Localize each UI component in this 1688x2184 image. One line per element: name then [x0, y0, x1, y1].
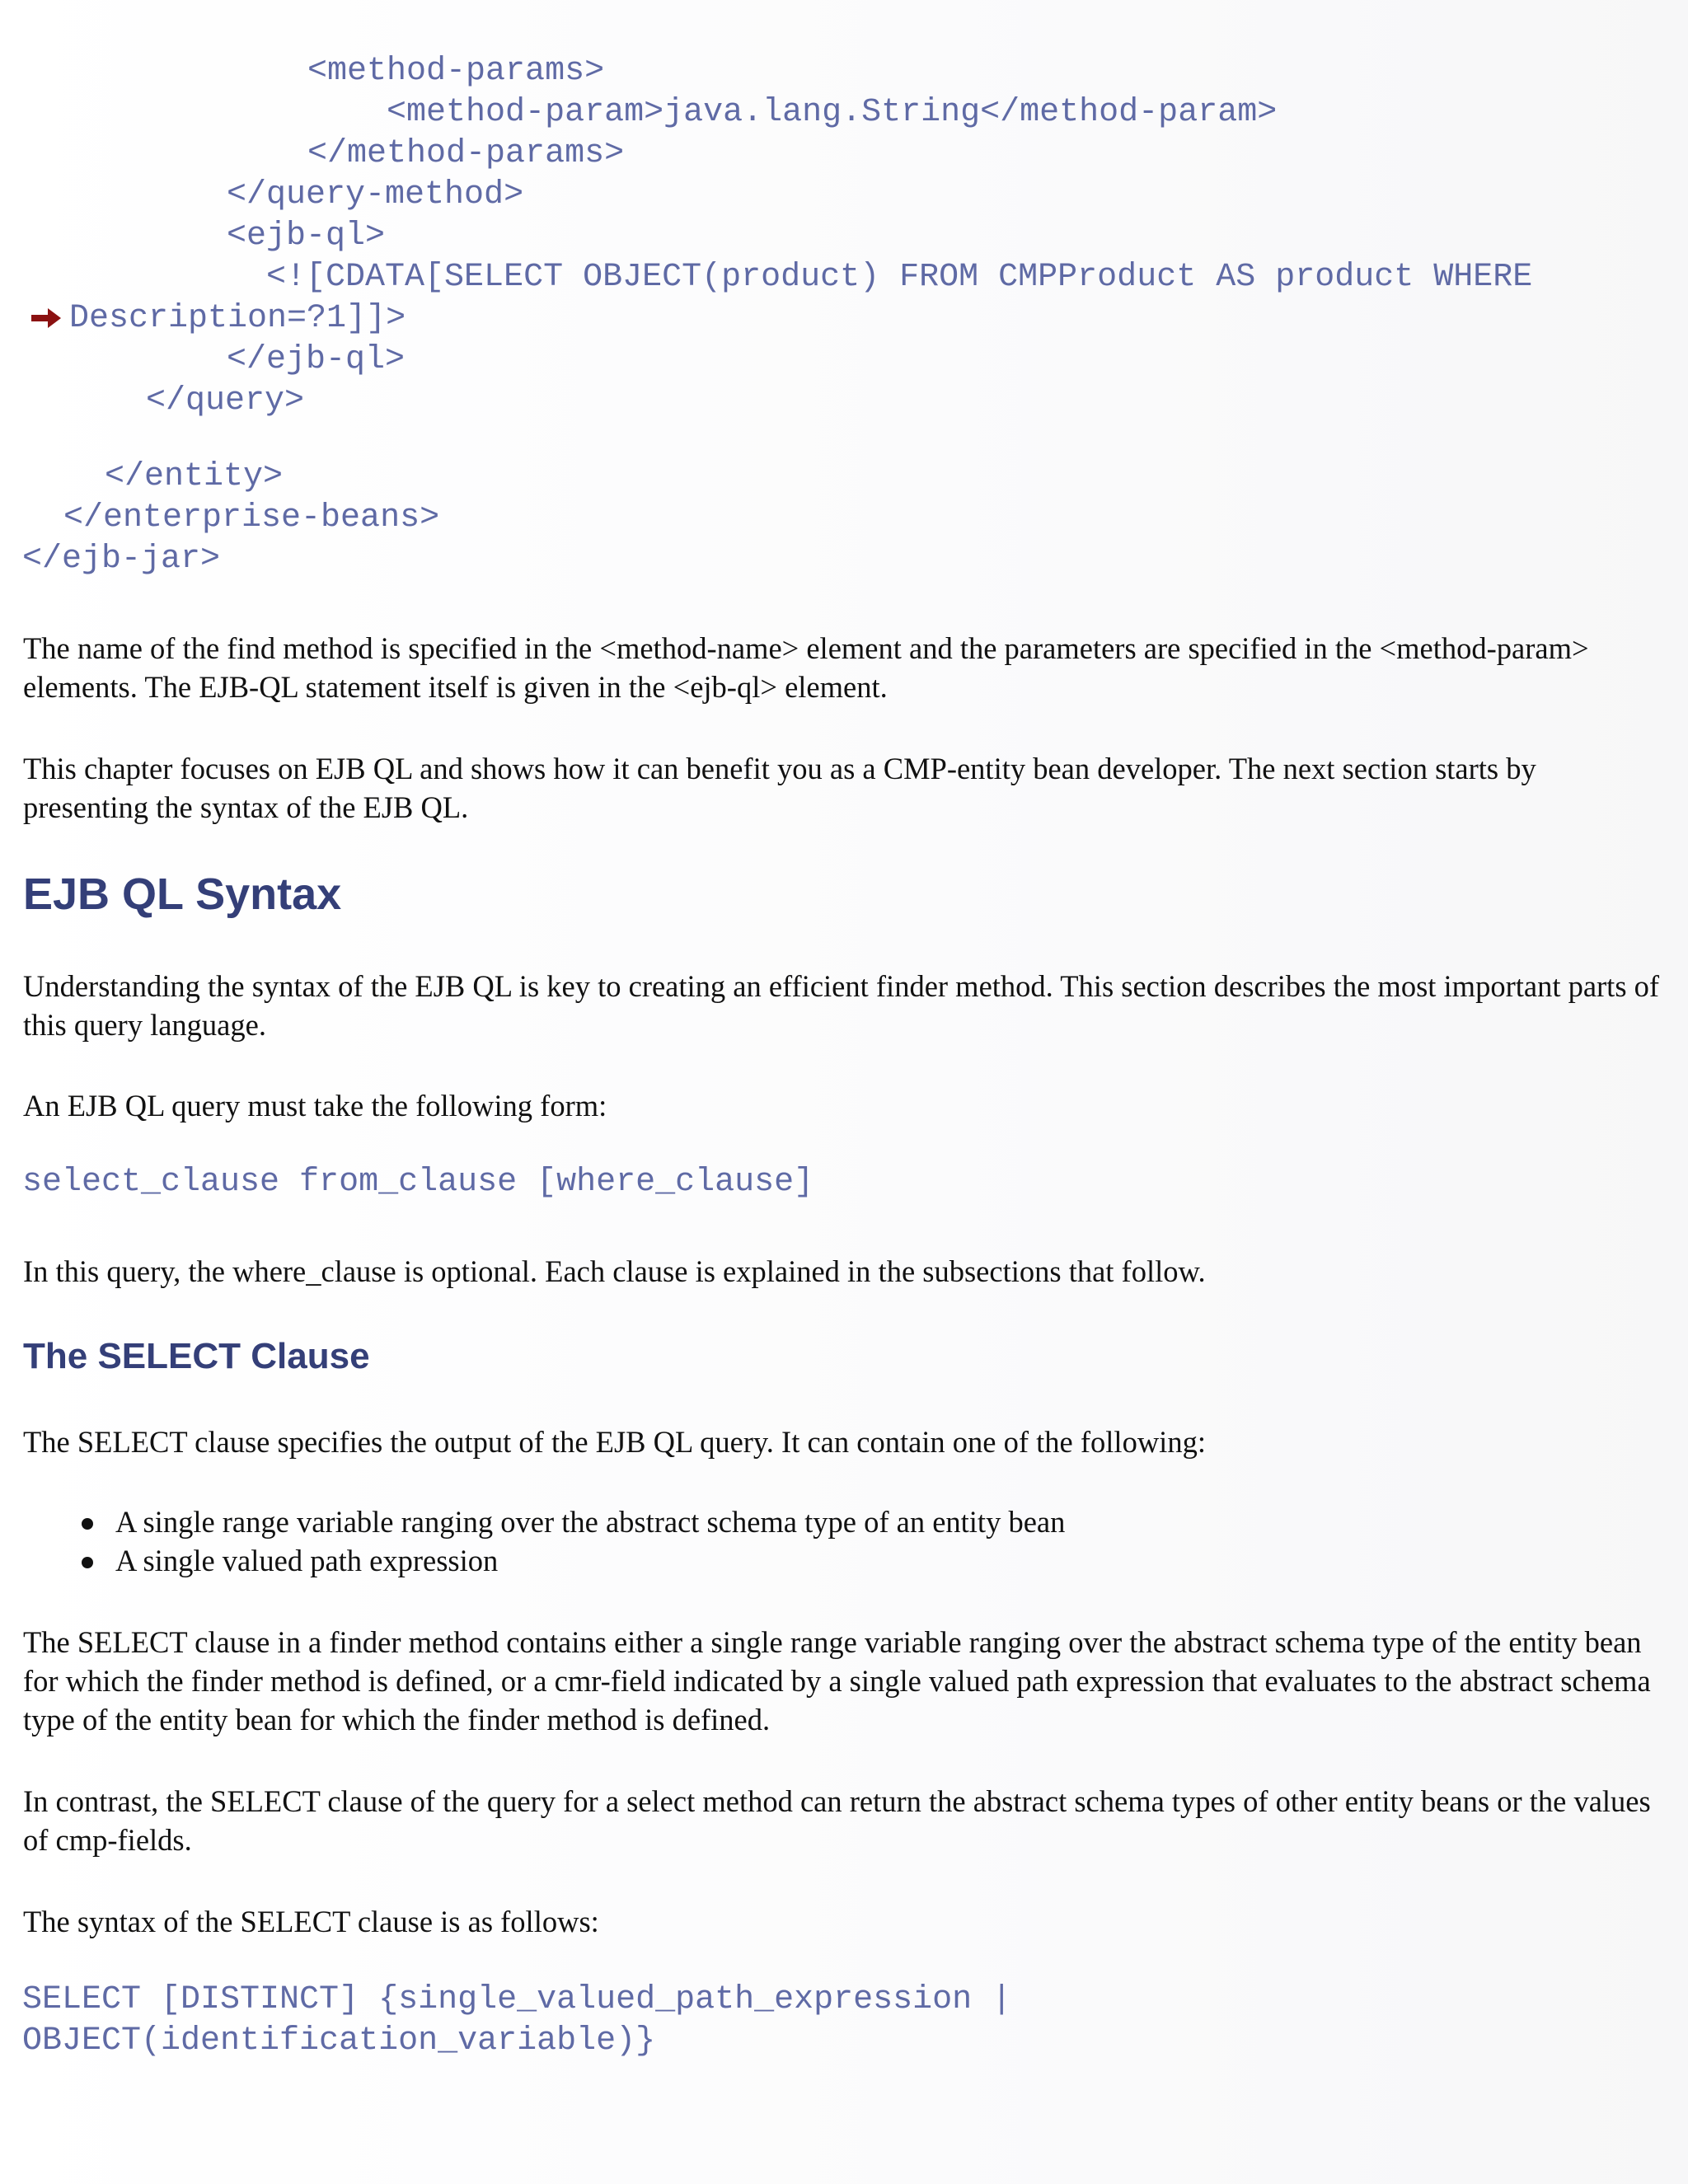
code-line: </entity> [105, 458, 284, 495]
paragraph: The name of the find method is specified in the <method-name> element and the parameters are specified in the <method-param> elements. The EJB-QL statement itself is given in the <ejb-ql> element. [23, 631, 1589, 704]
list-item [76, 1541, 1065, 1580]
list-item [76, 1502, 1065, 1541]
paragraph: In this query, the where_clause is optional. Each clause is explained in the subsections that follow. [23, 1254, 1206, 1288]
code-line: <![CDATA[SELECT OBJECT(product) FROM CMPProduct AS product WHERE [187, 259, 1533, 296]
right-arrow-icon [30, 307, 62, 329]
select-syntax-code: OBJECT(identification_variable)} [22, 2022, 656, 2060]
bullet-icon [82, 1557, 93, 1568]
code-line: </query-method> [187, 176, 524, 213]
code-line: <method-param>java.lang.String</method-param> [228, 94, 1278, 131]
paragraph: An EJB QL query must take the following form: [23, 1089, 607, 1122]
paragraph: The SELECT clause specifies the output of the EJB QL query. It can contain one of the following: [23, 1425, 1206, 1459]
list-item-text: A single range variable ranging over the abstract schema type of an entity bean [115, 1505, 1066, 1539]
query-form-code: select_clause from_clause [where_clause] [22, 1164, 814, 1201]
section-heading: EJB QL Syntax [23, 869, 342, 919]
subsection-heading: The SELECT Clause [23, 1336, 370, 1376]
code-line: Description=?1]]> [69, 300, 406, 337]
paragraph: This chapter focuses on EJB QL and shows how it can benefit you as a CMP-entity bean developer. The next section starts by presenting the syntax of the EJB QL. [23, 752, 1536, 824]
code-line: </method-params> [228, 135, 625, 172]
code-line: </ejb-ql> [187, 341, 406, 378]
code-line: <method-params> [228, 53, 605, 90]
paragraph: Understanding the syntax of the EJB QL is key to creating an efficient finder method. This section describes the most important parts of this query language. [23, 969, 1660, 1042]
paragraph: The SELECT clause in a finder method contains either a single range variable ranging over the abstract schema type of the entity bean for which the finder method is defined, or a cmr-field indicated by a single valued path expression that evaluates to the abstract schema type of the entity bean for which the finder method is defined. [23, 1625, 1651, 1736]
code-line: <ejb-ql> [187, 218, 386, 255]
select-options-list [76, 1502, 1065, 1580]
bullet-icon [82, 1518, 93, 1530]
paragraph: In contrast, the SELECT clause of the query for a select method can return the abstract schema types of other entity beans or the values of cmp-fields. [23, 1784, 1651, 1857]
list-item-text: A single valued path expression [115, 1544, 499, 1577]
code-line: </ejb-jar> [22, 541, 221, 578]
code-line: </enterprise-beans> [63, 499, 440, 537]
select-syntax-code: SELECT [DISTINCT] {single_valued_path_expression | [22, 1981, 1012, 2018]
paragraph: The syntax of the SELECT clause is as follows: [23, 1905, 599, 1938]
code-line: </query> [146, 382, 305, 419]
